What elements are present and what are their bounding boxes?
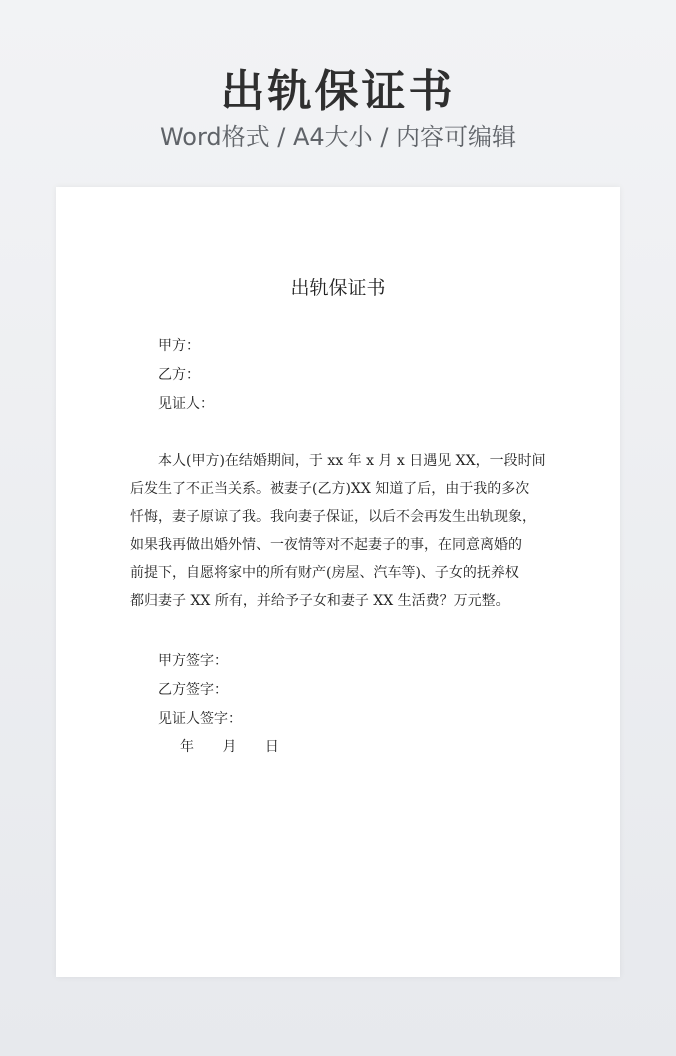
body-line: 如果我再做出婚外情、一夜情等对不起妻子的事，在同意离婚的 <box>130 537 522 553</box>
document-title: 出轨保证书 <box>290 277 386 299</box>
witness-label: 见证人： <box>158 396 214 412</box>
date-day: 日 <box>264 739 279 755</box>
witness-signature: 见证人签字： <box>158 711 242 727</box>
party-b-label: 乙方： <box>158 367 200 383</box>
date-month: 月 <box>222 739 237 755</box>
date-year: 年 <box>180 739 194 755</box>
body-line: 后发生了不正当关系。被妻子(乙方)XX 知道了后，由于我的多次 <box>130 481 530 497</box>
banner-title: 出轨保证书 <box>220 66 456 117</box>
body-line: 忏悔，妻子原谅了我。我向妻子保证，以后不会再发生出轨现象， <box>130 509 536 525</box>
party-a-signature: 甲方签字： <box>158 653 228 669</box>
party-a-label: 甲方： <box>158 338 200 354</box>
body-line: 前提下，自愿将家中的所有财产(房屋、汽车等)、子女的抚养权 <box>130 565 519 581</box>
banner-subtitle: Word格式 / A4大小 / 内容可编辑 <box>159 123 517 151</box>
party-b-signature: 乙方签字： <box>158 682 228 698</box>
body-line: 本人(甲方)在结婚期间，于 xx 年 x 月 x 日遇见 XX，一段时间 <box>158 453 546 469</box>
date-line <box>180 737 279 757</box>
body-line: 都归妻子 XX 所有，并给予子女和妻子 XX 生活费？万元整。 <box>130 593 510 609</box>
